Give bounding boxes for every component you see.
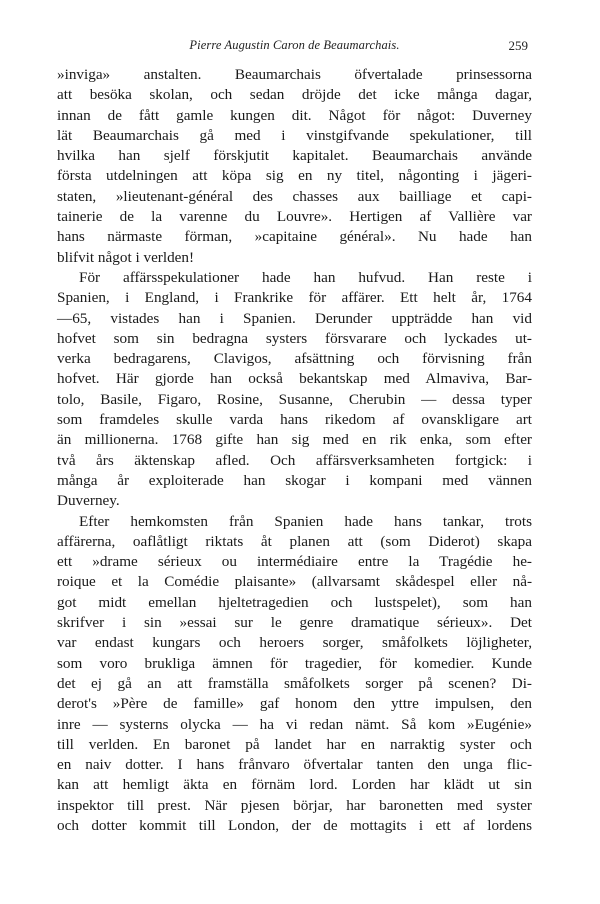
text-line: staten, »lieutenant-général des chasses aux bailliage et capi- xyxy=(57,187,532,205)
page-number: 259 xyxy=(508,38,528,53)
text-line: en naiv dotter. I hans frånvaro öfvertalar tanten den unga flic- xyxy=(57,756,532,774)
text-line: ett »drame sérieux ou intermédiaire entre la Tragédie he- xyxy=(57,553,532,571)
text-line: verka bedragarens, Clavigos, afsättning och förvisning från xyxy=(57,350,532,368)
text-line: första utdelningen att köpa sig en ny titel, någonting i jägeri- xyxy=(57,167,532,185)
paragraph xyxy=(57,268,532,512)
paragraph xyxy=(57,512,532,837)
text-line: inre — systerns olycka — ha vi redan nämt. Så kom »Eugénie» xyxy=(57,715,532,733)
running-head: Pierre Augustin Caron de Beaumarchais. xyxy=(189,38,400,52)
text-line: derot's »Père de famille» gaf honom den yttre impulsen, den xyxy=(57,695,532,713)
text-line: innan de fått gamle kungen dit. Något för något: Duverney xyxy=(57,106,532,124)
text-line: hofvet som sin bedragna systers försvarare och lyckades ut- xyxy=(57,329,532,347)
text-line: tolo, Basile, Figaro, Rosine, Susanne, Cherubin — dessa typer xyxy=(57,390,532,408)
text-line: —65, vistades han i Spanien. Derunder uppträdde han vid xyxy=(57,309,532,327)
text-line: got midt emellan hjeltetragedien och lustspelet), som han xyxy=(57,593,532,611)
text-line: som voro brukliga ämnen för tragedier, för komedier. Kunde xyxy=(57,654,532,672)
text-line: tainerie de la varenne du Louvre». Hertigen af Vallière var xyxy=(57,208,532,226)
text-line: »inviga» anstalten. Beaumarchais öfvertalade prinsessorna xyxy=(57,66,532,83)
paragraph xyxy=(57,65,532,268)
text-line: som framdeles skulle varda hans rikedom af ovanskligare art xyxy=(57,411,532,429)
page-header xyxy=(57,38,532,58)
body-text xyxy=(57,65,532,836)
text-line: att besöka skolan, och sedan dröjde det icke många dagar, xyxy=(57,86,532,104)
text-line: hans närmaste förman, »capitaine général». Nu hade han xyxy=(57,228,532,246)
text-line: För affärsspekulationer hade han hufvud. Han reste i xyxy=(79,268,532,286)
text-line: lät Beaumarchais gå med i vinstgifvande spekulationer, till xyxy=(57,126,532,144)
text-line: skrifver i sin »essai sur le genre dramatique sérieux». Det xyxy=(57,614,532,632)
text-line: Duverney. xyxy=(57,492,120,510)
text-line: kan att hemligt äkta en förnäm lord. Lorden har klädt ut sin xyxy=(57,776,532,794)
text-line: Spanien, i England, i Frankrike för affärer. Ett helt år, 1764 xyxy=(57,289,532,307)
text-line: två års äktenskap afled. Och affärsverksamheten fortgick: i xyxy=(57,451,532,469)
text-line: än millionerna. 1768 gifte han sig med en rik enka, som efter xyxy=(57,431,532,449)
text-line: affärerna, oaflåtligt riktats åt planen att (som Diderot) skapa xyxy=(57,532,532,550)
text-line: hofvet. Här gjorde han också bekantskap med Almaviva, Bar- xyxy=(57,370,532,388)
text-line: blifvit något i verlden! xyxy=(57,248,195,266)
text-line: och dotter kommit till London, der de mottagits i ett af lordens xyxy=(57,816,532,834)
text-line: många år exploiterade han skogar i kompani med vännen xyxy=(57,471,532,489)
text-line: det ej gå an att framställa småfolkets sorger på scenen? Di- xyxy=(57,674,532,692)
text-line: roique et la Comédie plaisante» (allvarsamt skådespel eller nå- xyxy=(57,573,532,591)
text-line: till verlden. En baronet på landet har en narraktig syster och xyxy=(57,735,532,753)
text-line: inspektor till prest. När pjesen börjar, har baronetten med syster xyxy=(57,796,532,814)
text-line: Efter hemkomsten från Spanien hade hans tankar, trots xyxy=(79,512,532,530)
text-line: var endast kungars och heroers sorger, småfolkets löjligheter, xyxy=(57,634,532,652)
text-line: hvilka han sjelf förskjutit kapitalet. Beaumarchais använde xyxy=(57,147,532,165)
